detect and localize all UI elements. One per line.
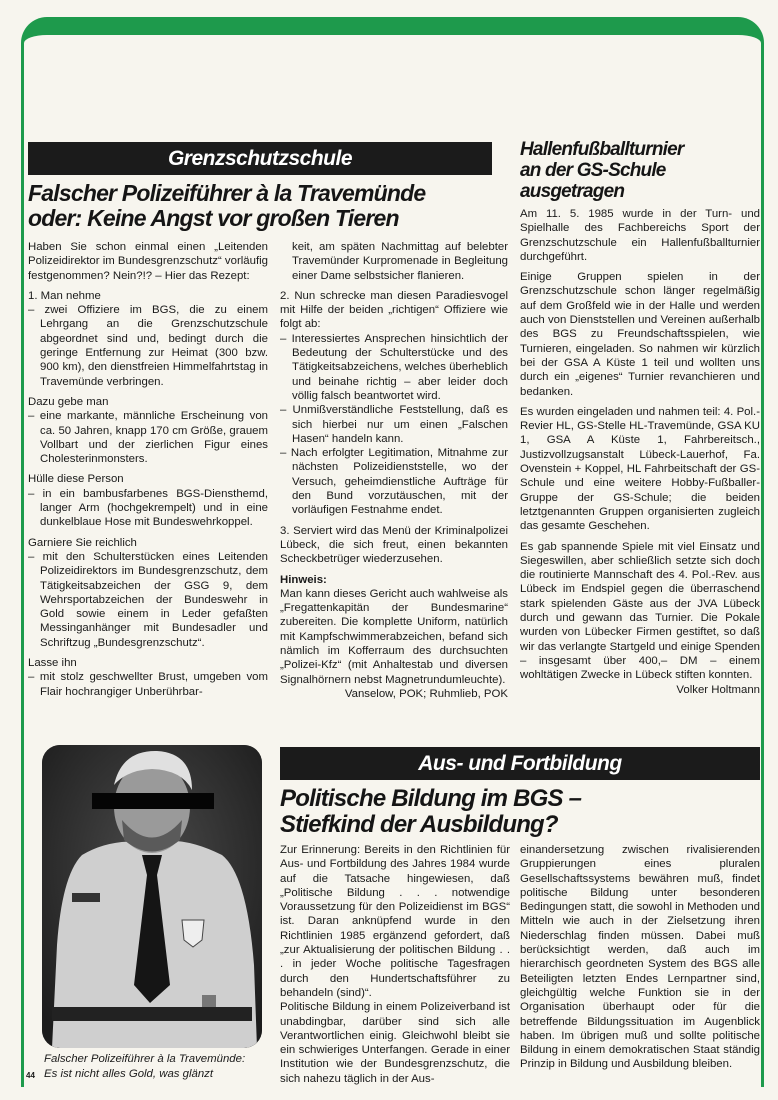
paragraph-text: Es gab spannende Spiele mit viel Einsatz und Siegeswillen, aber schließlich setzte sich doch die routinierte Mannschaft des 4. Pol.-Rev. aus Lübeck im Endspiel gegen die überraschend stark spielenden Gäste aus der JVA Lübeck durch und gewann das Turnier. Die Pokale wurden von Lübecker Firmen gestiftet, so daß wir das verlangte Startgeld und einige Spenden – insgesamt über 400,– DM – einem wohltätigen Zwecke in Lübeck stiften konnten. (520, 540, 760, 682)
list-item: – mit stolz geschwellter Brust, umgeben vom Flair hochrangiger Unberührbar- (28, 670, 268, 699)
list-item: – mit den Schulterstücken eines Leitenden Polizeidirektors im Bundesgrenzschutz, dem Tätigkeitsabzeichen der GSG 9, dem Wehrsportabzeichen der Bundeswehr in Gold sowie einem in Leder gefaßten Messinganhänger mit Bundesadler und Schriftzug „Bundesgrenzschutz“. (28, 550, 268, 650)
paragraph: einandersetzung zwischen rivalisierenden Gruppierungen eines pluralen Gesellschaftssystems bewähren muß, findet politische Bildung unter besonderen Bedingungen statt, die sowohl in Methoden und Mitteln wie auch in der Zielsetzung ihren Niederschlag finden müssen. Dabei muß berücksichtigt werden, daß auch im hierarchisch geordneten System des BGS alle Beteiligten letzten Endes Lernpartner sind, gleichgültig welche Funktion sie in der Organisation überhaupt oder für die betreffende Bildungssituation im Augenblick haben. Im übrigen muß und sollte politische Bildung in einem demokratischen Staat ständig Prinzip in Bildung und Ausbildung bleiben. (520, 844, 761, 1071)
headline-line: Politische Bildung im BGS – (280, 785, 582, 812)
article2-column (520, 207, 760, 697)
page-number: 44 (26, 1071, 35, 1080)
list-item: – eine markante, männliche Erscheinung von ca. 50 Jahren, knapp 170 cm Größe, grauem Vollbart und der zierlichen Figur eines Cholesterinmonsters. (28, 409, 268, 466)
headline-line: Stiefkind der Ausbildung? (280, 811, 558, 838)
paragraph: Politische Bildung in einem Polizeiverband ist unabdingbar, darüber sind sich alle Verantwortlichen einig. Gleichwohl bleibt sie ein schwieriges Unterfangen. Gerade in einer Institution wie der Bundesgrenzschutz, die sich nahezu täglich in der Aus- (280, 1001, 510, 1085)
photo-uniformed-man (42, 745, 262, 1048)
photo-image (42, 745, 262, 1048)
hint-heading: Hinweis: (280, 573, 327, 586)
paragraph (520, 540, 760, 696)
headline-line: oder: Keine Angst vor großen Tieren (28, 205, 399, 231)
headline-line: ausgetragen (520, 181, 625, 202)
article2-headline (520, 139, 760, 202)
article3-column-2 (520, 843, 760, 1072)
paragraph: 1. Man nehme (28, 289, 101, 302)
paragraph: keit, am späten Nachmittag auf belebter Travemünder Kurpromenade in Begleitung einer Dame selbstsicher flanieren. (292, 241, 508, 282)
paragraph: Man kann dieses Gericht auch wahlweise als „Fregattenkapitän der Bundesmarine“ zubereiten. Die komplette Uniform, natürlich mit Kampfschwimmerabzeichen, befand sich nämlich im Kofferraum des durchsuchten „Polizei-Kfz“ (mit Anhaltestab und diversen Signalhörnern nebst Magnetrundumleuchte). (280, 587, 508, 686)
headline-line: an der GS-Schule (520, 160, 666, 181)
section-banner-aus-und-fortbildung: Aus- und Fortbildung (280, 747, 760, 780)
paragraph: Dazu gebe man (28, 395, 109, 408)
author-signature: Vanselow, POK; Ruhmlieb, POK (344, 687, 508, 700)
author-signature: Volker Holtmann (676, 683, 760, 696)
article1-column-2 (280, 240, 508, 707)
list-item: – in ein bambusfarbenes BGS-Diensthemd, langer Arm (hochgekrempelt) und in eine dunkelblaue Hose mit Bundeswehrkoppel. (28, 487, 268, 530)
list-item: – Unmißverständliche Feststellung, daß es sich hierbei nur um einen „Falschen Hasen“ handeln kann. (280, 403, 508, 446)
list-item: – zwei Offiziere im BGS, die zu einem Lehrgang an die Grenzschutzschule abgeordnet sind und, bedingt durch die geringe Entfernung zur Heimat (300 bzw. 900 km), den dienstfreien Himmelfahrtstag in Travemünde verbringen. (28, 303, 268, 389)
paragraph: Einige Gruppen spielen in der Grenzschutzschule schon länger regelmäßig auf dem Großfeld wie in der Halle und werden auch von Dienststellen und Vereinen außerhalb des BGS zu Freundschaftsspielen, wie Turnieren, eingeladen. So nahmen wir kürzlich bei der GSA A Küste 1 teil und wollten uns durch ein „eigenes“ Turnier revanchieren und bedanken. (520, 271, 760, 398)
section-banner-grenzschutzschule: Grenzschutzschule (28, 142, 492, 175)
paragraph: Haben Sie schon einmal einen „Leitenden Polizeidirektor im Bundesgrenzschutz“ vorläufig festgenommen? Nein?!? – Hier das Rezept: (28, 241, 268, 282)
caption-line: Falscher Polizeiführer à la Travemünde: (44, 1053, 246, 1065)
censor-bar (92, 793, 214, 809)
list-item: – Nach erfolgter Legitimation, Mitnahme zur nächsten Polizeidienststelle, wo der Versuch, geheimdienstliche Aufträge für den Bund vorzutäuschen, mit der vorläufigen Festnahme endet. (280, 446, 508, 517)
headline-line: Hallenfußballturnier (520, 139, 684, 160)
list-item: – Interessiertes Ansprechen hinsichtlich der Bedeutung der Schulterstücke und des Tätigkeitsabzeichens, welches überheblich und beinahe richtig – aber leider doch völlig falsch beantwortet wird. (280, 332, 508, 403)
paragraph: Zur Erinnerung: Bereits in den Richtlinien für Aus- und Fortbildung des Jahres 1984 wurde auf die Tatsache hingewiesen, daß „Politische Bildung . . . notwendige Voraussetzung für den Polizeidienst im BGS“ ist. Daran anknüpfend wurde in den Richtlinien 1985 ergänzend gefordert, daß „zur Aktualisierung der politischen Bildung . . . in jeder Woche politische Tagesfragen durch den Hundertschaftsführer zu behandeln (sind)“. (280, 844, 510, 999)
headline-line: Falscher Polizeiführer à la Travemünde (28, 180, 426, 206)
article3-headline (280, 786, 760, 838)
paragraph: Lasse ihn (28, 657, 77, 670)
caption-line: Es ist nicht alles Gold, was glänzt (44, 1068, 214, 1080)
photo-caption (44, 1052, 266, 1082)
paragraph: Hülle diese Person (28, 473, 124, 486)
paragraph: 2. Nun schrecke man diesen Paradiesvogel mit Hilfe der beiden „richtigen“ Offiziere wie folgt ab: (280, 289, 508, 331)
article1-column-1 (28, 240, 268, 699)
paragraph: Am 11. 5. 1985 wurde in der Turn- und Spielhalle des Fachbereichs Sport der Grenzschutzschule ein Hallenfußballturnier durchgeführt. (520, 208, 760, 263)
paragraph: Es wurden eingeladen und nahmen teil: 4. Pol.-Revier HL, GS-Stelle HL-Travemünde, GSA KU 1, GSA A Küste 1, Fahrbereitsch., Justizvollzugsanstalt Lübeck-Lauerhof, Fa. Ovenstein + Koppel, HL Fahrbeitschaft der GS-Schule und eine weitere Hobby-Fußballer-Gruppe der GS-Schule; die beiden letztgenannten Gruppen organisierten zugleich das gesamte Geschehen. (520, 405, 760, 533)
article1-headline (28, 181, 508, 231)
paragraph: 3. Serviert wird das Menü der Kriminalpolizei Lübeck, die sich freut, einen bekannten Scheckbetrüger wiederzusehen. (280, 524, 508, 566)
paragraph: Garniere Sie reichlich (28, 536, 137, 549)
article3-column-1 (280, 843, 510, 1086)
